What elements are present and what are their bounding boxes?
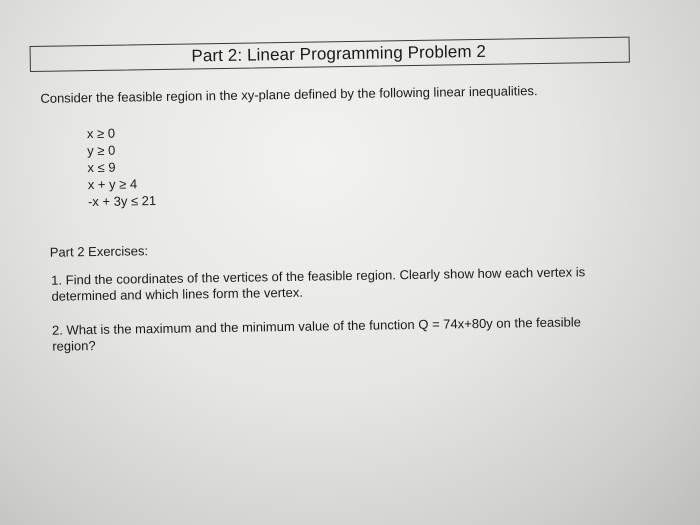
inequality-item: -x + 3y ≤ 21 — [87, 193, 157, 210]
exercises-heading: Part 2 Exercises: — [49, 243, 149, 260]
exercise-1 — [51, 264, 631, 305]
exercise-2-line-2: region? — [52, 338, 96, 354]
exercise-1-line-2: determined and which lines form the vertex. — [51, 284, 304, 304]
exercise-1-line-1: 1. Find the coordinates of the vertices of the feasible region. Clearly show how each vertex is — [51, 264, 586, 288]
inequality-item: x ≤ 9 — [87, 159, 116, 176]
inequality-list — [87, 124, 157, 210]
exercise-2-line-1: 2. What is the maximum and the minimum value of the function Q = 74x+80y on the feasible — [51, 314, 582, 338]
inequality-item: x ≥ 0 — [86, 125, 116, 142]
exercise-2 — [52, 314, 632, 355]
intro-text: Consider the feasible region in the xy-plane defined by the following linear inequalities. — [40, 83, 538, 106]
inequality-item: y ≥ 0 — [87, 142, 116, 159]
page-title: Part 2: Linear Programming Problem 2 — [191, 41, 487, 66]
inequality-item: x + y ≥ 4 — [87, 176, 138, 193]
title-box — [30, 37, 630, 72]
